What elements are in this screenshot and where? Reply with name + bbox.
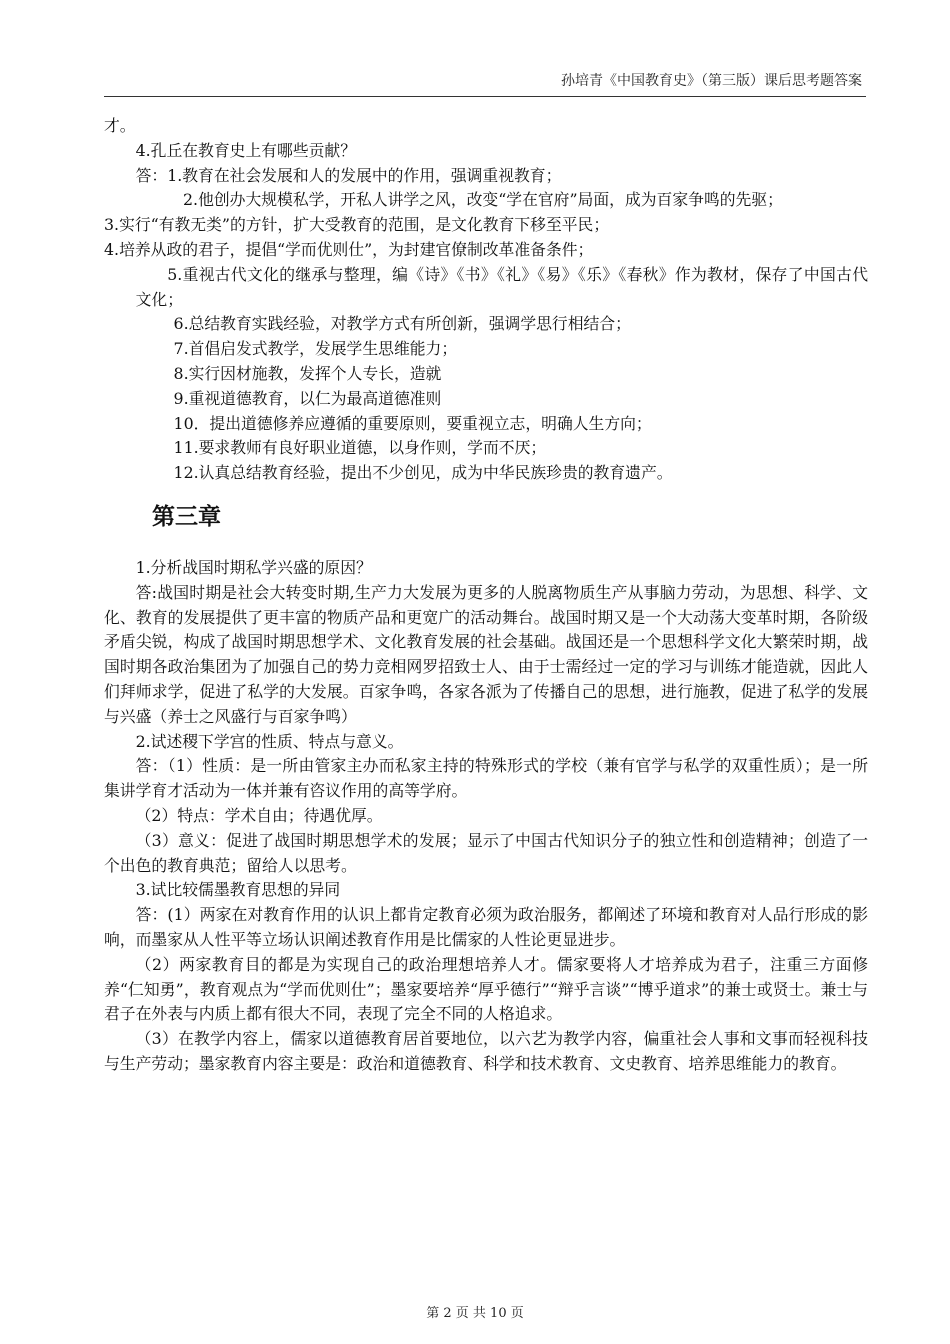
page-number: 第 2 页 共 10 页 bbox=[426, 1306, 524, 1321]
answer-item-3: 3.实行“有教无类”的方针，扩大受教育的范围，是文化教育下移至平民； bbox=[104, 215, 610, 235]
page-header: 孙培青《中国教育史》（第三版）课后思考题答案 bbox=[561, 73, 862, 89]
ch3-question-1: 1.分析战国时期私学兴盛的原因？ bbox=[135, 557, 372, 577]
ch3-answer-2-features: （2）特点：学术自由；待遇优厚。 bbox=[135, 805, 383, 825]
ch3-answer-3-part1: 答：(1）两家在对教育作用的认识上都肯定教育必须为政治服务，都阐述了环境和教育对人品行形成的影响，而墨家从人性平等立场认识阐述教育作用是比儒家的人性论更显进步。 bbox=[104, 905, 868, 949]
header-divider bbox=[104, 96, 866, 97]
continued-text: 才。 bbox=[104, 116, 136, 135]
ch3-question-3: 3.试比较儒墨教育思想的异同 bbox=[135, 880, 341, 900]
question-4: 4.孔丘在教育史上有哪些贡献？ bbox=[135, 140, 357, 160]
ch3-answer-2-nature: 答：（1）性质：是一所由管家主办而私家主持的特殊形式的学校（兼有官学与私学的双重性质）；是一所集讲学育才活动为一体并兼有咨议作用的高等学府。 bbox=[104, 756, 868, 801]
ch3-answer-3-part3: （3）在教学内容上，儒家以道德教育居首要地位，以六艺为教学内容，偏重社会人事和文事而轻视科技与生产劳动；墨家教育内容主要是：政治和道德教育、科学和技术教育、文史教育、培养思维能力的教育。 bbox=[104, 1029, 868, 1073]
answer-item-11: 11.要求教师有良好职业道德，以身作则，学而不厌； bbox=[173, 438, 547, 458]
ch3-question-2: 2.试述稷下学宫的性质、特点与意义。 bbox=[135, 731, 404, 751]
answer-item-4: 4.培养从政的君子，提倡“学而优则仕”，为封建官僚制改革准备条件； bbox=[104, 239, 594, 259]
answer-item-5: 5.重视古代文化的继承与整理，编《诗》《书》《礼》《易》《乐》《春秋》作为教材，保存了中国古代文化； bbox=[135, 264, 868, 309]
chapter-heading: 第三章 bbox=[152, 503, 221, 530]
page-body bbox=[104, 114, 868, 1077]
answer-item-7: 7.首倡启发式教学，发展学生思维能力； bbox=[173, 339, 458, 359]
answer-item-8: 8.实行因材施教，发挥个人专长，造就 bbox=[173, 363, 442, 383]
ch3-answer-1: 答:战国时期是社会大转变时期,生产力大发展为更多的人脱离物质生产从事脑力劳动，为思想、科学、文化、教育的发展提供了更丰富的物质产品和更宽广的活动舞台。战国时期又是一个大动荡大变革时期，各阶级矛盾尖锐，构成了战国时期思想学术、文化教育发展的社会基础。战国还是一个思想科学文化大繁荣时期，战国时期各政治集团为了加强自己的势力竞相网罗招致士人、由于士需经过一定的学习与训练才能造就，因此人们拜师求学，促进了私学的大发展。百家争鸣，各家各派为了传播自己的思想，进行施教，促进了私学的发展与兴盛（养士之风盛行与百家争鸣） bbox=[104, 582, 868, 726]
answer-item-10: 10．提出道德修养应遵循的重要原则，要重视立志，明确人生方向； bbox=[173, 413, 652, 433]
answer-item-2: 2.他创办大规模私学，开私人讲学之风，改变“学在官府”局面，成为百家争鸣的先驱； bbox=[183, 190, 783, 210]
answer-item-1: 答：1.教育在社会发展和人的发展中的作用，强调重视教育； bbox=[135, 165, 562, 185]
ch3-answer-3-part2: （2）两家教育目的都是为实现自己的政治理想培养人才。儒家要将人才培养成为君子，注重三方面修养“仁知勇”，教育观点为“学而优则仕”；墨家要培养“厚乎德行”“辩乎言谈”“博乎道求”的兼士或贤士。兼士与君子在外表与内质上都有很大不同，表现了完全不同的人格追求。 bbox=[104, 954, 868, 1024]
answer-item-6: 6.总结教育实践经验，对教学方式有所创新，强调学思行相结合； bbox=[173, 314, 631, 334]
answer-item-9: 9.重视道德教育，以仁为最高道德准则 bbox=[173, 388, 442, 408]
ch3-answer-2-significance: （3）意义：促进了战国时期思想学术的发展；显示了中国古代知识分子的独立性和创造精神；创造了一个出色的教育典范；留给人以思考。 bbox=[104, 830, 868, 875]
answer-item-12: 12.认真总结教育经验，提出不少创见，成为中华民族珍贵的教育遗产。 bbox=[173, 463, 673, 483]
